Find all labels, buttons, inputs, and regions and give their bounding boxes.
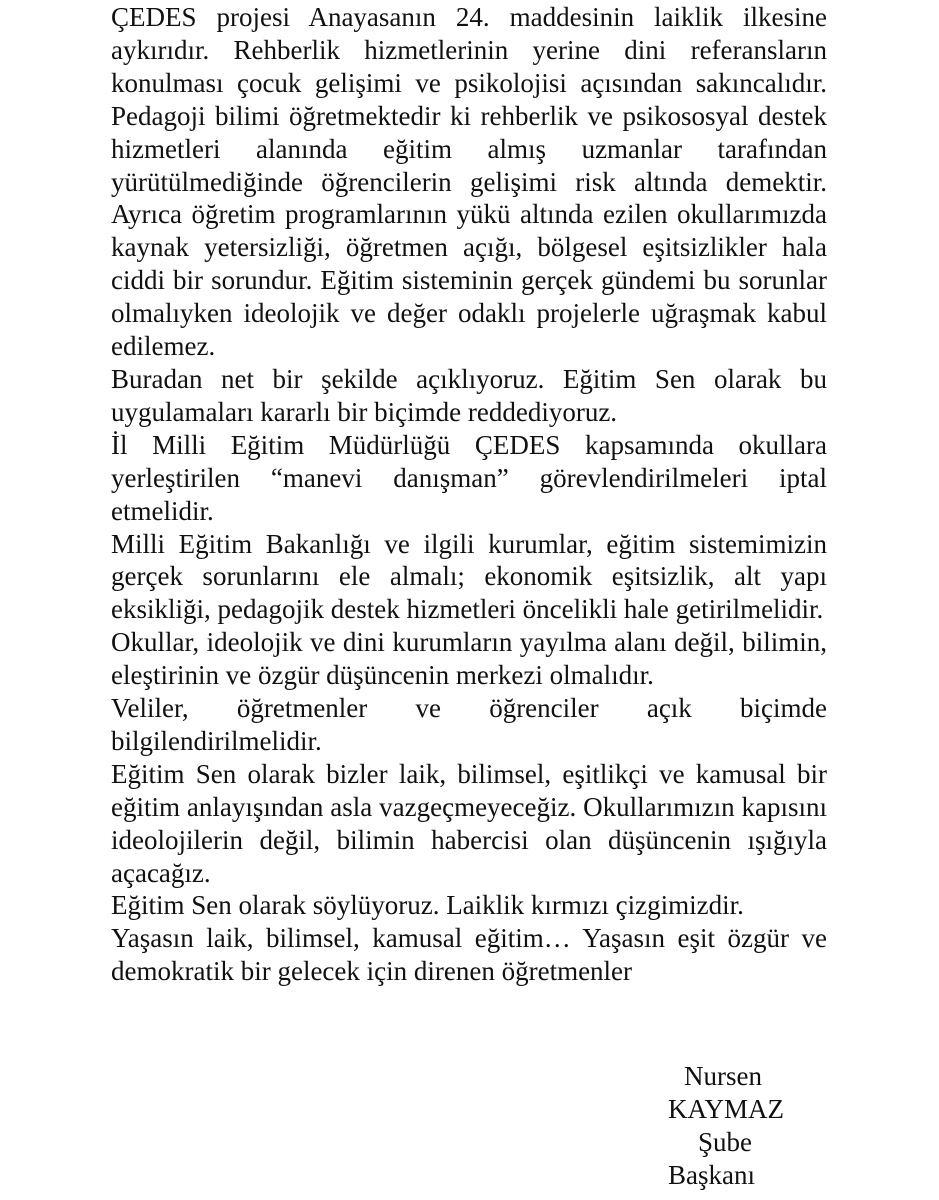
paragraph-veliler: Veliler, öğretmenler ve öğrenciler açık biçimde bilgilendirilmelidir. [111,693,827,756]
paragraph-egitim-sen: Eğitim Sen olarak bizler laik, bilimsel, eşitlikçi ve kamusal bir eğitim anlayışından asla vazgeçmeyeceğiz. Okullarımızın kapısını ideolojilerin değil, bilimin habercisi olan düşüncenin ışığıyla açacağız. [111,758,827,888]
signature-title-line2: Başkanı [668,1159,755,1190]
signature-title-line1: Şube [698,1126,752,1157]
paragraph-yasasin: Yaşasın laik, bilimsel, kamusal eğitim… Yaşasın eşit özgür ve demokratik bir gelecek için direnen öğretmenler [111,923,827,987]
paragraph-il-mudurlugu: İl Milli Eğitim Müdürlüğü ÇEDES kapsamında okullara yerleştirilen “manevi danışman” görevlendirilmeleri iptal etmelidir. [111,429,827,526]
paragraph-bakanlik: Milli Eğitim Bakanlığı ve ilgili kurumlar, eğitim sistemimizin gerçek sorunlarını ele almalı; ekonomik eşitsizlik, alt yapı eksikliği, pedagojik destek hizmetleri öncelikli hale getirilmelidir. [111,528,827,625]
paragraph-okullar: Okullar, ideolojik ve dini kurumların yayılma alanı değil, bilimin, eleştirinin ve özgür düşüncenin merkezi olmalıdır. [111,627,827,691]
paragraph-kirmizi-cizgi: Eğitim Sen olarak söylüyoruz. Laiklik kırmızı çizgimizdir. [111,890,744,921]
signature-block [600,1060,880,1192]
statement-body [111,1,827,988]
signature-last-name: KAYMAZ [668,1093,785,1124]
signature-first-name: Nursen [684,1061,762,1091]
paragraph-laiklik: ÇEDES projesi Anayasanın 24. maddesinin laiklik ilkesine aykırıdır. Rehberlik hizmetlerinin yerine dini referansların konulması çocuk gelişimi ve psikolojisi açısından sakıncalıdır. Pedagoji bilimi öğretmektedir ki rehberlik ve psikososyal destek hizmetleri alanında eğitim almış uzmanlar tarafından yürütülmediğinde öğrencilerin gelişimi risk altında demektir. Ayrıca öğretim programlarının yükü altında ezilen okullarımızda kaynak yetersizliği, öğretmen açığı, bölgesel eşitsizlikler hala ciddi bir sorundur. Eğitim sisteminin gerçek gündemi bu sorunlar olmalıyken ideolojik ve değer odaklı projelerle uğraşmak kabul edilemez. [111,2,827,362]
paragraph-aciklama: Buradan net bir şekilde açıklıyoruz. Eğitim Sen olarak bu uygulamaları kararlı bir biçimde reddediyoruz. [111,363,827,427]
